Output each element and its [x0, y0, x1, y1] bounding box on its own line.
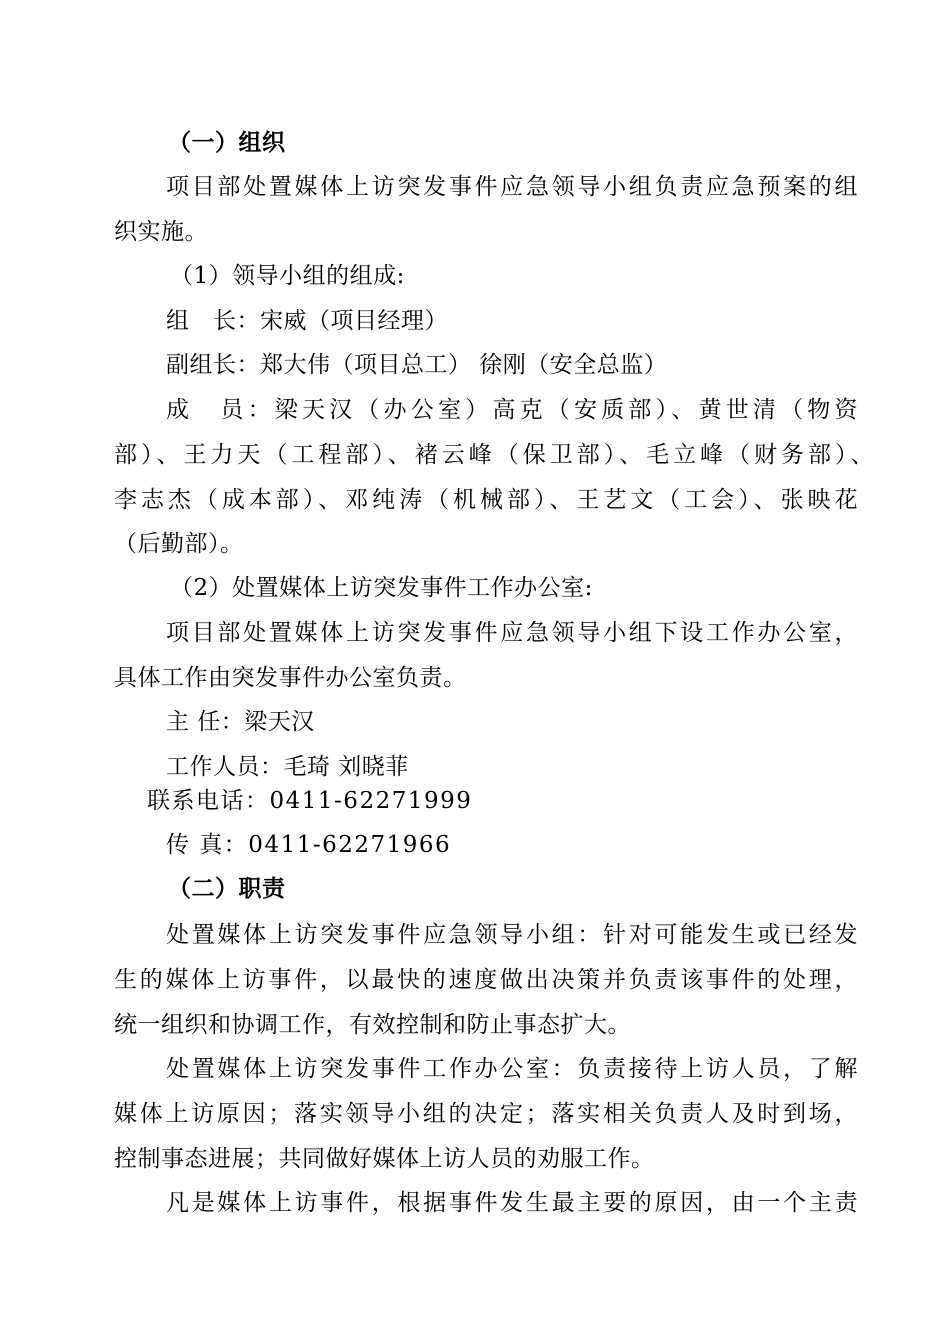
members-line: 李志杰（成本部）、邓纯涛（机械部）、王艺文（工会）、张映花 [114, 487, 858, 513]
subheading-work-office: （2）处置媒体上访突发事件工作办公室: [170, 575, 593, 601]
paragraph-line: 控制事态进展；共同做好媒体上访人员的劝服工作。 [114, 1146, 655, 1172]
section-heading-responsibilities: （二）职责 [168, 876, 286, 902]
paragraph-line: 生的媒体上访事件，以最快的速度做出决策并负责该事件的处理， [114, 967, 858, 993]
leader-line: 组 长：宋威（项目经理） [166, 308, 448, 334]
paragraph-line: 统一组织和协调工作，有效控制和防止事态扩大。 [114, 1012, 631, 1038]
staff-line: 工作人员：毛琦 刘晓菲 [166, 754, 409, 780]
paragraph-line: 织实施。 [114, 219, 208, 245]
paragraph-line: 处置媒体上访突发事件应急领导小组：针对可能发生或已经发 [166, 922, 858, 948]
members-line: 部）、王力天（工程部）、褚云峰（保卫部）、毛立峰（财务部）、 [114, 442, 874, 468]
phone-line: 联系电话：0411-62271999 [147, 788, 473, 814]
members-line: （后勤部）。 [114, 531, 244, 557]
paragraph-line: 处置媒体上访突发事件工作办公室：负责接待上访人员，了解 [166, 1056, 858, 1082]
members-line: 成 员：梁天汉（办公室）高克（安质部）、黄世清（物资 [166, 397, 858, 423]
paragraph-line: 项目部处置媒体上访突发事件应急领导小组负责应急预案的组 [166, 174, 858, 200]
paragraph-line: 媒体上访原因；落实领导小组的决定；落实相关负责人及时到场， [114, 1101, 858, 1127]
paragraph-line: 具体工作由突发事件办公室负责。 [114, 665, 467, 691]
deputy-leader-line: 副组长：郑大伟（项目总工） 徐刚（安全总监） [166, 352, 668, 378]
subheading-leadership-group: （1）领导小组的组成: [170, 263, 405, 289]
director-line: 主 任：梁天汉 [166, 709, 315, 735]
paragraph-line: 凡是媒体上访事件，根据事件发生最主要的原因，由一个主责 [166, 1190, 858, 1216]
paragraph-line: 项目部处置媒体上访突发事件应急领导小组下设工作办公室， [166, 620, 858, 646]
fax-line: 传 真：0411-62271966 [166, 832, 452, 858]
section-heading-organization: （一）组织 [168, 130, 286, 156]
